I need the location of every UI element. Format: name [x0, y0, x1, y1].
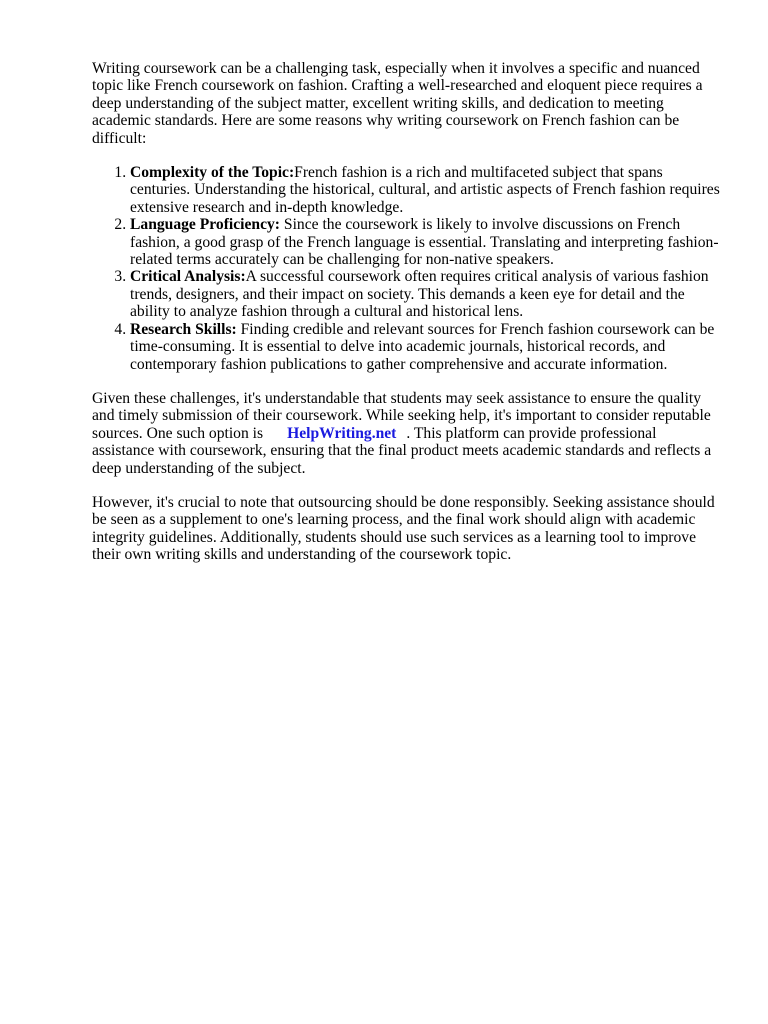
list-item-text: A successful coursework often requires critical analysis of various fashion trends, designers, and their impact on society. This demands a keen eye for detail and the ability to analyze fashion through a cultural and historical lens. — [130, 268, 709, 321]
list-item-text: Since the coursework is likely to involve discussions on French fashion, a good grasp of the French language is essential. Translating and interpreting fashion-related terms accurately can be challenging for non-native speakers. — [130, 216, 719, 269]
assistance-paragraph — [92, 390, 722, 477]
list-item-term: Critical Analysis: — [130, 268, 246, 286]
list-item-term: Language Proficiency: — [130, 216, 280, 234]
list-item — [130, 216, 722, 268]
list-item — [130, 321, 722, 373]
responsibility-paragraph: However, it's crucial to note that outsourcing should be done responsibly. Seeking assistance should be seen as a supplement to one's learning process, and the final work should align with academic integrity guidelines. Additionally, students should use such services as a learning tool to improve their own writing skills and understanding of the coursework topic. — [92, 493, 715, 564]
assistance-text-after: . This platform can provide professional assistance with coursework, ensuring that the final product meets academic standards and reflects a deep understanding of the subject. — [92, 424, 712, 477]
list-item-term: Complexity of the Topic: — [130, 164, 295, 182]
helpwriting-link[interactable]: HelpWriting.net — [287, 424, 397, 442]
intro-paragraph: Writing coursework can be a challenging task, especially when it involves a specific and nuanced topic like French coursework on fashion. Crafting a well-researched and eloquent piece requires a deep understanding of the subject matter, excellent writing skills, and dedication to meeting academic standards. Here are some reasons why writing coursework on French fashion can be difficult: — [92, 60, 703, 147]
assistance-text-before: Given these challenges, it's understandable that students may seek assistance to ensure the quality and timely submission of their coursework. While seeking help, it's important to consider reputable sources. One such option is — [92, 389, 711, 442]
list-item — [130, 268, 722, 320]
document-page — [92, 60, 722, 581]
list-item-text: French fashion is a rich and multifaceted subject that spans centuries. Understanding the historical, cultural, and artistic aspects of French fashion requires extensive research and in-depth knowledge. — [130, 164, 720, 216]
list-item — [130, 164, 722, 216]
reasons-list — [92, 164, 722, 373]
list-item-text: Finding credible and relevant sources for French fashion coursework can be time-consuming. It is essential to delve into academic journals, historical records, and contemporary fashion publications to gather comprehensive and accurate information. — [130, 320, 715, 373]
list-item-term: Research Skills: — [130, 320, 237, 338]
